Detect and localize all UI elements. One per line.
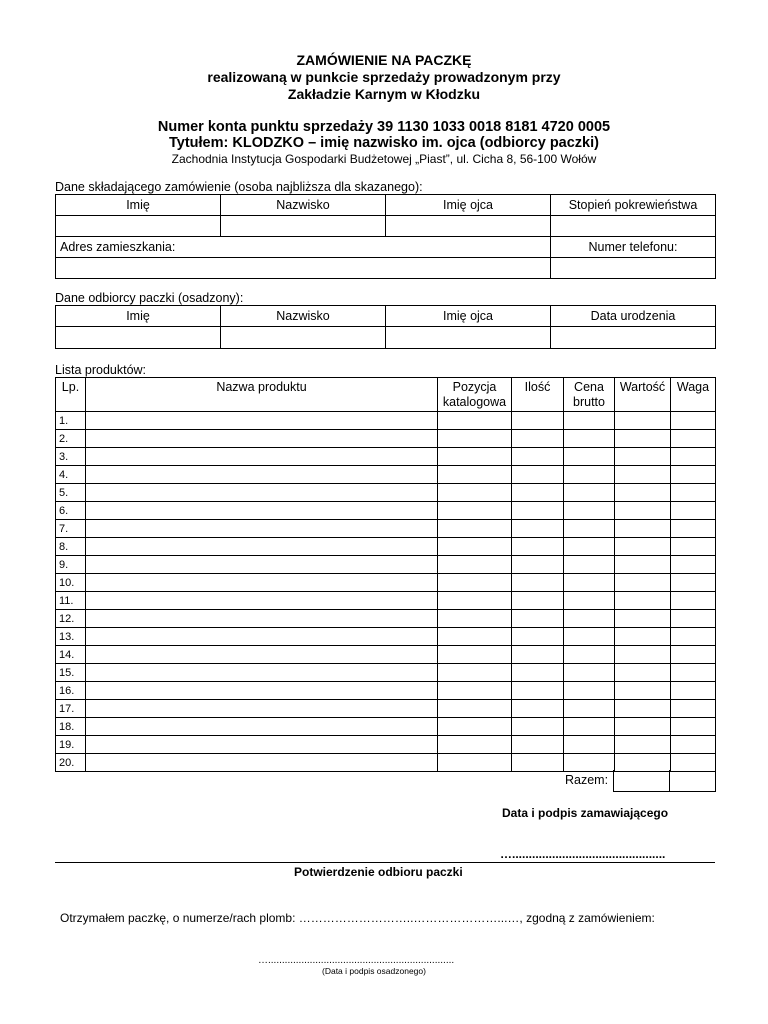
gross-price-field[interactable]: [564, 718, 615, 736]
totals-table: [613, 770, 716, 792]
weight-field[interactable]: [671, 754, 716, 772]
quantity-field[interactable]: [512, 430, 564, 448]
table-row: [56, 646, 716, 664]
value-field[interactable]: [615, 484, 671, 502]
weight-field[interactable]: [671, 502, 716, 520]
total-value-field[interactable]: [614, 770, 670, 791]
product-name-field[interactable]: [86, 502, 438, 520]
value-field[interactable]: [615, 430, 671, 448]
product-name-field[interactable]: [86, 736, 438, 754]
catalog-position-field[interactable]: [438, 592, 512, 610]
receipt-title: Potwierdzenie odbioru paczki: [294, 865, 463, 879]
section-divider: [55, 862, 715, 863]
weight-field[interactable]: [671, 610, 716, 628]
weight-field[interactable]: [671, 646, 716, 664]
gross-price-field[interactable]: [564, 664, 615, 682]
value-field[interactable]: [615, 574, 671, 592]
lp-cell: 6.: [56, 502, 86, 520]
orderer-col-relationship: Stopień pokrewieństwa: [551, 195, 716, 216]
gross-price-field[interactable]: [564, 700, 615, 718]
weight-field[interactable]: [671, 466, 716, 484]
weight-field[interactable]: [671, 430, 716, 448]
product-name-field[interactable]: [86, 628, 438, 646]
weight-field[interactable]: [671, 412, 716, 430]
quantity-field[interactable]: [512, 718, 564, 736]
product-name-field[interactable]: [86, 700, 438, 718]
lp-cell: 13.: [56, 628, 86, 646]
orderer-signature-label: Data i podpis zamawiającego: [502, 806, 669, 820]
table-row: [56, 502, 716, 520]
quantity-field[interactable]: [512, 412, 564, 430]
gross-price-field[interactable]: [564, 592, 615, 610]
form-title: ZAMÓWIENIE NA PACZKĘ: [296, 52, 472, 68]
gross-price-field[interactable]: [564, 610, 615, 628]
table-row: [56, 430, 716, 448]
product-name-field[interactable]: [86, 484, 438, 502]
total-weight-field[interactable]: [670, 770, 716, 791]
catalog-position-field[interactable]: [438, 646, 512, 664]
recipient-col-father-name: Imię ojca: [386, 306, 551, 327]
product-name-field[interactable]: [86, 592, 438, 610]
gross-price-field[interactable]: [564, 538, 615, 556]
lp-cell: 17.: [56, 700, 86, 718]
product-name-field[interactable]: [86, 682, 438, 700]
orderer-address-field[interactable]: [56, 258, 551, 279]
value-field[interactable]: [615, 592, 671, 610]
product-name-field[interactable]: [86, 754, 438, 772]
quantity-field[interactable]: [512, 592, 564, 610]
total-label: Razem:: [565, 773, 609, 787]
table-row: [56, 448, 716, 466]
product-name-field[interactable]: [86, 556, 438, 574]
catalog-position-field[interactable]: [438, 664, 512, 682]
lp-cell: 7.: [56, 520, 86, 538]
lp-cell: 2.: [56, 430, 86, 448]
lp-cell: 9.: [56, 556, 86, 574]
value-field[interactable]: [615, 556, 671, 574]
catalog-position-field[interactable]: [438, 610, 512, 628]
catalog-position-field[interactable]: [438, 412, 512, 430]
catalog-position-field[interactable]: [438, 466, 512, 484]
lp-cell: 18.: [56, 718, 86, 736]
col-weight: Waga: [671, 378, 716, 412]
value-field[interactable]: [615, 520, 671, 538]
quantity-field[interactable]: [512, 646, 564, 664]
lp-cell: 16.: [56, 682, 86, 700]
lp-cell: 12.: [56, 610, 86, 628]
product-name-field[interactable]: [86, 610, 438, 628]
value-field[interactable]: [615, 682, 671, 700]
gross-price-field[interactable]: [564, 628, 615, 646]
recipient-last-name-field[interactable]: [221, 327, 386, 349]
products-table: [55, 377, 716, 772]
table-row: [56, 520, 716, 538]
orderer-phone-label: Numer telefonu:: [551, 237, 716, 258]
catalog-position-field[interactable]: [438, 520, 512, 538]
quantity-field[interactable]: [512, 520, 564, 538]
gross-price-field[interactable]: [564, 466, 615, 484]
lp-cell: 20.: [56, 754, 86, 772]
value-field[interactable]: [615, 664, 671, 682]
product-name-field[interactable]: [86, 466, 438, 484]
table-row: [56, 610, 716, 628]
col-product-name: Nazwa produktu: [86, 378, 438, 412]
table-row: [56, 736, 716, 754]
value-field[interactable]: [615, 610, 671, 628]
table-row: [56, 412, 716, 430]
gross-price-field[interactable]: [564, 574, 615, 592]
quantity-field[interactable]: [512, 574, 564, 592]
lp-cell: 10.: [56, 574, 86, 592]
orderer-table: [55, 194, 716, 279]
weight-field[interactable]: [671, 664, 716, 682]
product-name-field[interactable]: [86, 538, 438, 556]
value-field[interactable]: [615, 448, 671, 466]
recipient-table: [55, 305, 716, 349]
inmate-signature-caption: (Data i podpis osadzonego): [322, 966, 426, 976]
gross-price-field[interactable]: [564, 520, 615, 538]
product-rows: [56, 412, 716, 772]
product-name-field[interactable]: [86, 412, 438, 430]
quantity-field[interactable]: [512, 466, 564, 484]
weight-field[interactable]: [671, 682, 716, 700]
quantity-field[interactable]: [512, 502, 564, 520]
catalog-position-field[interactable]: [438, 538, 512, 556]
products-caption: Lista produktów:: [55, 363, 147, 377]
product-name-field[interactable]: [86, 448, 438, 466]
transfer-title: Tytułem: KLODZKO – imię nazwisko im. ojca (odbiorcy paczki): [169, 135, 599, 151]
catalog-position-field[interactable]: [438, 700, 512, 718]
lp-cell: 5.: [56, 484, 86, 502]
value-field[interactable]: [615, 754, 671, 772]
institution-address: Zachodnia Instytucja Gospodarki Budżetowej „Piast”, ul. Cicha 8, 56-100 Wołów: [171, 152, 597, 166]
orderer-phone-field[interactable]: [551, 258, 716, 279]
table-row: [56, 754, 716, 772]
recipient-caption: Dane odbiorcy paczki (osadzony):: [55, 291, 244, 305]
product-name-field[interactable]: [86, 718, 438, 736]
catalog-position-field[interactable]: [438, 574, 512, 592]
table-row: [56, 538, 716, 556]
product-name-field[interactable]: [86, 664, 438, 682]
catalog-position-field[interactable]: [438, 556, 512, 574]
product-name-field[interactable]: [86, 646, 438, 664]
value-field[interactable]: [615, 466, 671, 484]
orderer-caption: Dane składającego zamówienie (osoba najbliższa dla skazanego):: [55, 180, 423, 194]
catalog-position-field[interactable]: [438, 430, 512, 448]
catalog-position-field[interactable]: [438, 736, 512, 754]
quantity-field[interactable]: [512, 754, 564, 772]
quantity-field[interactable]: [512, 484, 564, 502]
weight-field[interactable]: [671, 484, 716, 502]
catalog-position-field[interactable]: [438, 484, 512, 502]
recipient-col-first-name: Imię: [56, 306, 221, 327]
gross-price-field[interactable]: [564, 682, 615, 700]
lp-cell: 8.: [56, 538, 86, 556]
orderer-address-label: Adres zamieszkania:: [56, 237, 551, 258]
value-field[interactable]: [615, 700, 671, 718]
quantity-field[interactable]: [512, 736, 564, 754]
table-row: [56, 664, 716, 682]
gross-price-field[interactable]: [564, 412, 615, 430]
product-name-field[interactable]: [86, 520, 438, 538]
weight-field[interactable]: [671, 556, 716, 574]
table-row: [56, 592, 716, 610]
lp-cell: 4.: [56, 466, 86, 484]
table-row: [56, 628, 716, 646]
gross-price-field[interactable]: [564, 556, 615, 574]
quantity-field[interactable]: [512, 628, 564, 646]
value-field[interactable]: [615, 538, 671, 556]
receipt-statement: Otrzymałem paczkę, o numerze/rach plomb: ………………………..…………………...…, zgodną z zamówieniem:: [60, 911, 655, 925]
orderer-relationship-field[interactable]: [551, 216, 716, 237]
table-row: [56, 484, 716, 502]
col-gross-price: Cena brutto: [564, 378, 615, 412]
table-row: [56, 556, 716, 574]
value-field[interactable]: [615, 502, 671, 520]
quantity-field[interactable]: [512, 556, 564, 574]
value-field[interactable]: [615, 412, 671, 430]
table-row: [56, 718, 716, 736]
orderer-signature-line[interactable]: …..............................................: [500, 847, 666, 861]
weight-field[interactable]: [671, 574, 716, 592]
gross-price-field[interactable]: [564, 502, 615, 520]
catalog-position-field[interactable]: [438, 502, 512, 520]
col-lp: Lp.: [56, 378, 86, 412]
lp-cell: 19.: [56, 736, 86, 754]
weight-field[interactable]: [671, 592, 716, 610]
value-field[interactable]: [615, 718, 671, 736]
weight-field[interactable]: [671, 520, 716, 538]
table-row: [56, 574, 716, 592]
quantity-field[interactable]: [512, 538, 564, 556]
weight-field[interactable]: [671, 700, 716, 718]
weight-field[interactable]: [671, 736, 716, 754]
catalog-position-field[interactable]: [438, 682, 512, 700]
inmate-signature-line[interactable]: …...................................................................: [258, 955, 455, 966]
catalog-position-field[interactable]: [438, 448, 512, 466]
catalog-position-field[interactable]: [438, 628, 512, 646]
catalog-position-field[interactable]: [438, 718, 512, 736]
quantity-field[interactable]: [512, 664, 564, 682]
gross-price-field[interactable]: [564, 484, 615, 502]
form-institution-name: Zakładzie Karnym w Kłodzku: [287, 86, 481, 102]
value-field[interactable]: [615, 736, 671, 754]
orderer-first-name-field[interactable]: [56, 216, 221, 237]
weight-field[interactable]: [671, 448, 716, 466]
quantity-field[interactable]: [512, 700, 564, 718]
gross-price-field[interactable]: [564, 448, 615, 466]
recipient-first-name-field[interactable]: [56, 327, 221, 349]
col-quantity: Ilość: [512, 378, 564, 412]
orderer-col-father-name: Imię ojca: [386, 195, 551, 216]
recipient-col-last-name: Nazwisko: [221, 306, 386, 327]
recipient-col-birth-date: Data urodzenia: [551, 306, 716, 327]
form-subtitle: realizowaną w punkcie sprzedaży prowadzonym przy: [207, 69, 561, 85]
table-row: [56, 466, 716, 484]
account-number: Numer konta punktu sprzedaży 39 1130 1033 0018 8181 4720 0005: [157, 119, 611, 135]
orderer-col-last-name: Nazwisko: [221, 195, 386, 216]
lp-cell: 3.: [56, 448, 86, 466]
weight-field[interactable]: [671, 628, 716, 646]
lp-cell: 15.: [56, 664, 86, 682]
catalog-position-field[interactable]: [438, 754, 512, 772]
orderer-col-first-name: Imię: [56, 195, 221, 216]
gross-price-field[interactable]: [564, 736, 615, 754]
gross-price-field[interactable]: [564, 646, 615, 664]
quantity-field[interactable]: [512, 448, 564, 466]
recipient-father-name-field[interactable]: [386, 327, 551, 349]
col-catalog-position: Pozycja katalogowa: [438, 378, 512, 412]
gross-price-field[interactable]: [564, 754, 615, 772]
orderer-father-name-field[interactable]: [386, 216, 551, 237]
weight-field[interactable]: [671, 718, 716, 736]
quantity-field[interactable]: [512, 682, 564, 700]
lp-cell: 14.: [56, 646, 86, 664]
value-field[interactable]: [615, 628, 671, 646]
weight-field[interactable]: [671, 538, 716, 556]
table-row: [56, 682, 716, 700]
lp-cell: 11.: [56, 592, 86, 610]
table-row: [56, 700, 716, 718]
value-field[interactable]: [615, 646, 671, 664]
product-name-field[interactable]: [86, 430, 438, 448]
gross-price-field[interactable]: [564, 430, 615, 448]
orderer-last-name-field[interactable]: [221, 216, 386, 237]
lp-cell: 1.: [56, 412, 86, 430]
recipient-birth-date-field[interactable]: [551, 327, 716, 349]
product-name-field[interactable]: [86, 574, 438, 592]
quantity-field[interactable]: [512, 610, 564, 628]
col-value: Wartość: [615, 378, 671, 412]
